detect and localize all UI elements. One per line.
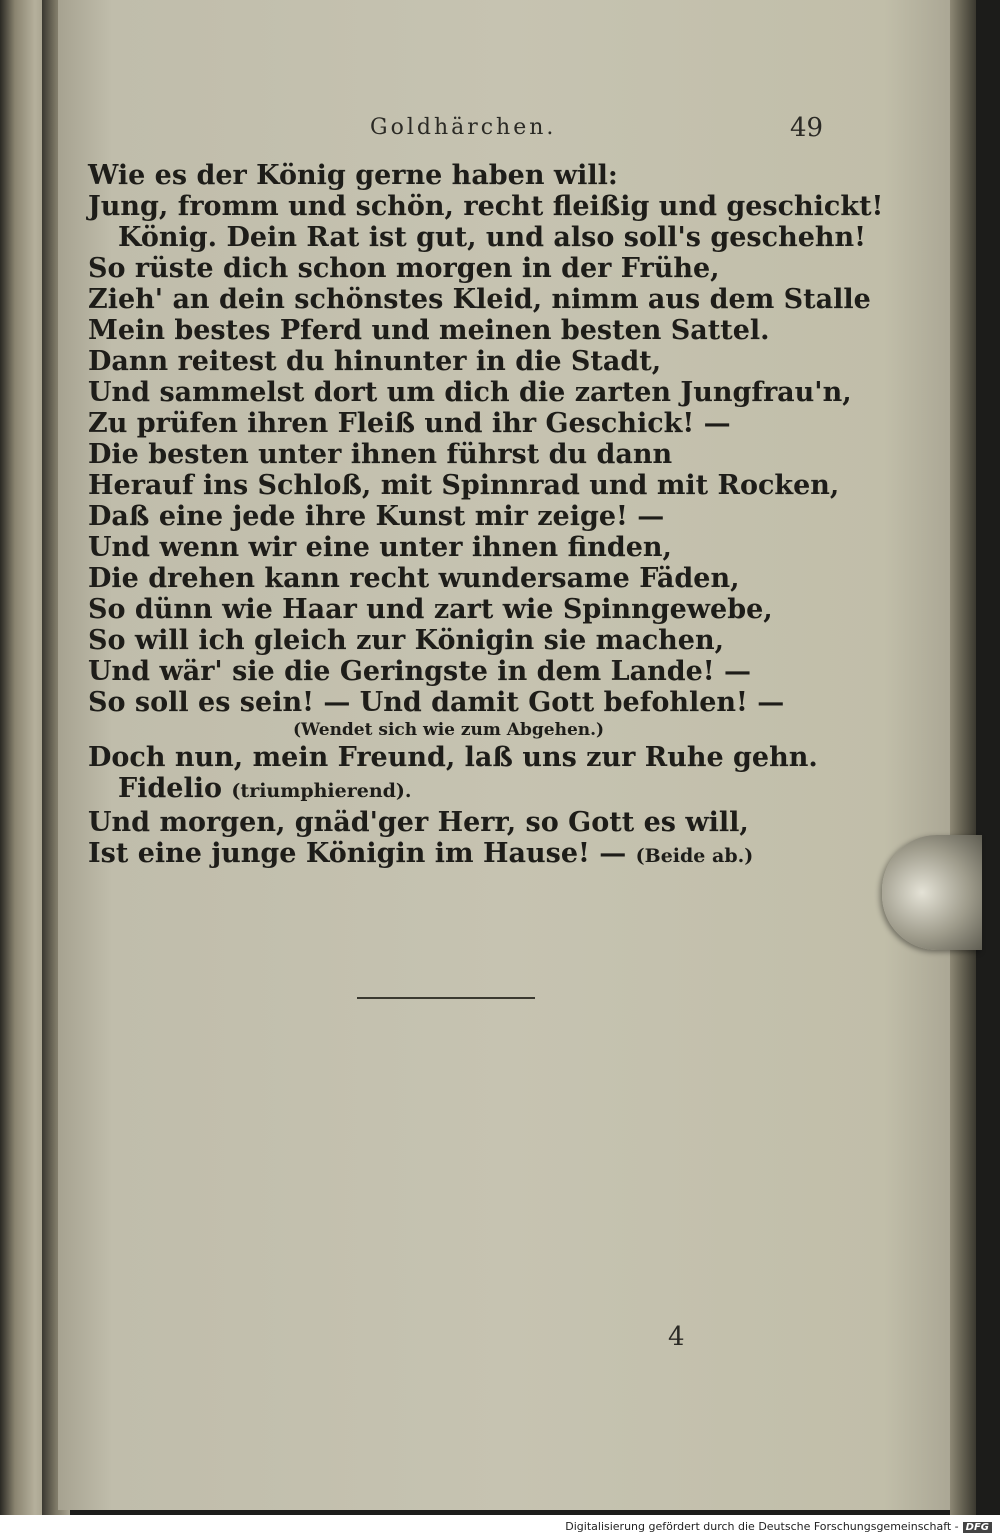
footer-text xyxy=(565,1520,992,1533)
speaker-line xyxy=(88,773,788,807)
verse-line: Dann reitest du hinunter in die Stadt, xyxy=(88,346,662,377)
speaker-direction: (triumphierend). xyxy=(231,780,412,802)
speaker-name: König. xyxy=(118,222,218,253)
signature-mark: 4 xyxy=(668,1322,685,1352)
verse-line: Jung, fromm und schön, recht fleißig und geschickt! xyxy=(88,191,884,222)
verse-line: Daß eine jede ihre Kunst mir zeige! — xyxy=(88,501,665,532)
verse-line: So will ich gleich zur Königin sie machen, xyxy=(88,625,724,656)
verse-line: Zieh' an dein schönstes Kleid, nimm aus dem Stalle xyxy=(88,284,871,315)
running-header: Goldhärchen. xyxy=(370,115,557,140)
verse-line: So dünn wie Haar und zart wie Spinngewebe, xyxy=(88,594,773,625)
end-rule xyxy=(357,997,535,999)
verse-line: Und wär' sie die Geringste in dem Lande! — xyxy=(88,656,752,687)
verse-line: Und sammelst dort um dich die zarten Jungfrau'n, xyxy=(88,377,852,408)
page-clip xyxy=(882,835,982,950)
verse-line: Herauf ins Schloß, mit Spinnrad und mit Rocken, xyxy=(88,470,840,501)
verse-text: Dein Rat ist gut, und also soll's geschehn! xyxy=(226,222,866,253)
speaker-name: Fidelio xyxy=(118,773,223,804)
verse-line: Und wenn wir eine unter ihnen finden, xyxy=(88,532,672,563)
verse-line: Die besten unter ihnen führst du dann xyxy=(88,439,673,470)
stage-direction: (Beide ab.) xyxy=(635,845,754,867)
verse-line: Mein bestes Pferd und meinen besten Sattel. xyxy=(88,315,770,346)
verse-line: Und morgen, gnäd'ger Herr, so Gott es will, xyxy=(88,807,749,838)
dfg-logo-icon: DFG xyxy=(963,1522,992,1533)
verse-line: Die drehen kann recht wundersame Fäden, xyxy=(88,563,740,594)
text-block xyxy=(88,160,884,872)
verse-line: So rüste dich schon morgen in der Frühe, xyxy=(88,253,720,284)
verse-line: So soll es sein! — Und damit Gott befohlen! — xyxy=(88,687,785,718)
verse-line: Zu prüfen ihren Fleiß und ihr Geschick! — xyxy=(88,408,731,439)
footer xyxy=(0,1515,1000,1535)
right-page-edge xyxy=(950,0,976,1515)
footer-credit: Digitalisierung gefördert durch die Deutsche Forschungsgemeinschaft - xyxy=(565,1520,959,1533)
verse-line xyxy=(88,838,788,872)
stage-direction: (Wendet sich wie zum Abgehen.) xyxy=(293,720,605,740)
verse-line: Doch nun, mein Freund, laß uns zur Ruhe gehn. xyxy=(88,742,818,773)
page-number: 49 xyxy=(790,113,824,143)
speaker-line xyxy=(88,222,866,253)
verse-line: Wie es der König gerne haben will: xyxy=(88,160,618,191)
verse-text: Ist eine junge Königin im Hause! — xyxy=(88,838,627,869)
